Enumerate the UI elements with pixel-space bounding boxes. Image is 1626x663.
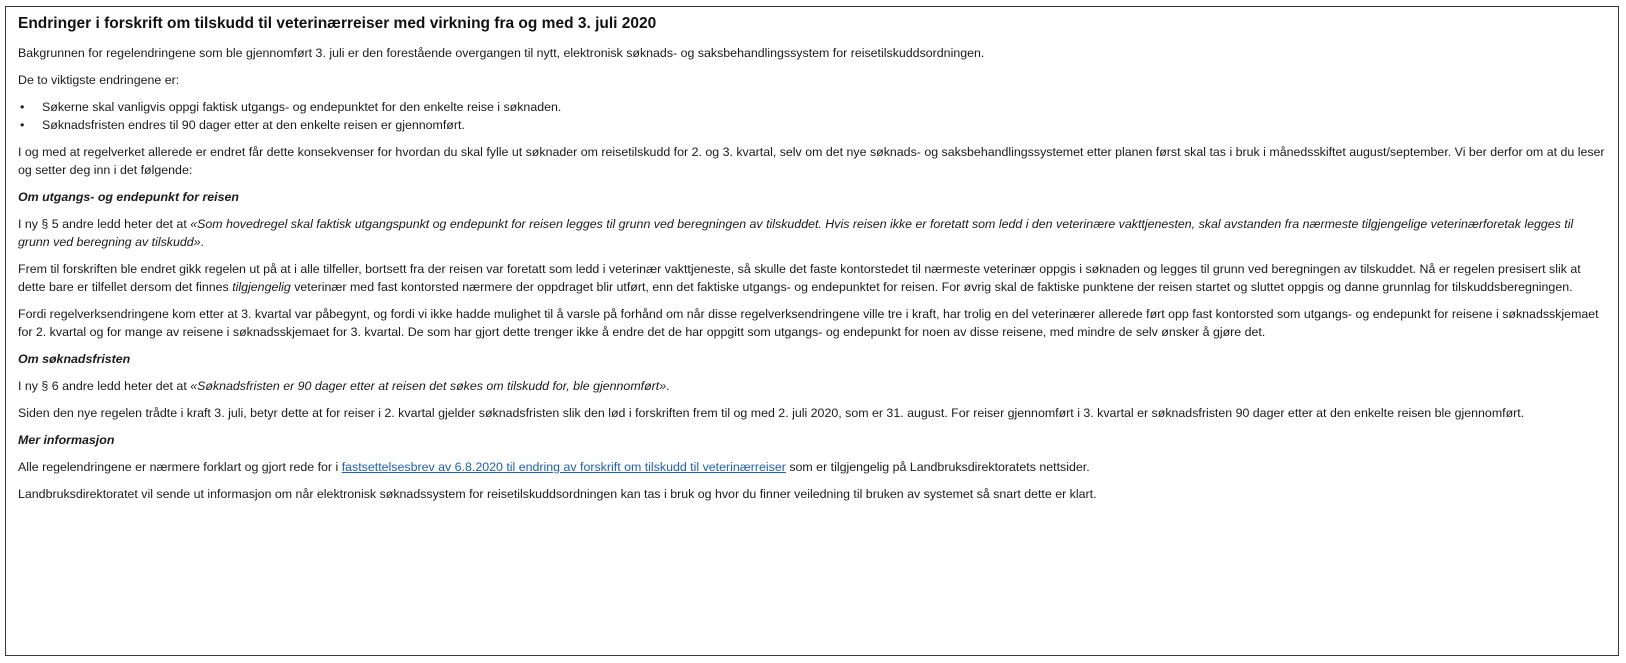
intro-paragraph: Bakgrunnen for regelendringene som ble gjennomført 3. juli er den forestående overgangen til nytt, elektronisk søknads- og saksbehandlingssystem for reisetilskuddsordningen. <box>18 46 985 60</box>
list-lead-paragraph: De to viktigste endringene er: <box>18 73 180 87</box>
bullet-icon: • <box>20 118 25 132</box>
paragraph-text: som er tilgjengelig på Landbruksdirektoratets nettsider. <box>785 460 1090 474</box>
paragraph-text: I ny § 5 andre ledd heter det at <box>18 217 191 231</box>
section1-paragraph1 <box>18 215 1606 251</box>
section1-paragraph2 <box>18 260 1606 296</box>
list-item <box>18 116 1606 134</box>
document-frame <box>5 6 1619 656</box>
paragraph-text: . <box>200 235 204 249</box>
bullet-icon: • <box>20 100 25 114</box>
section3-paragraph2: Landbruksdirektoratet vil sende ut informasjon om når elektronisk søknadssystem for reisetilskuddsordningen kan tas i bruk og hvor du finner veiledning til bruken av systemet så snart dette er klart. <box>18 487 1097 501</box>
fastsettelsesbrev-link[interactable]: fastsettelsesbrev av 6.8.2020 til endring av forskrift om tilskudd til veterinærreiser <box>341 460 786 474</box>
section2-paragraph1 <box>18 377 1606 395</box>
section-heading-more-info: Mer informasjon <box>18 433 115 447</box>
document-title: Endringer i forskrift om tilskudd til veterinærreiser med virkning fra og med 3. juli 2020 <box>18 15 657 32</box>
list-item <box>18 98 1606 116</box>
paragraph-text: Frem til forskriften ble endret gikk regelen ut på at i alle tilfeller, bortsett fra der reisen var foretatt som ledd i veterinær vakttjeneste, så skulle det faste kontorstedet til nærmeste veterinær oppgis i søknaden og legges til grunn ved beregningen av tilskuddet. Nå er regelen presisert slik at dette bare er tilfellet dersom det finnes <box>18 262 1581 294</box>
paragraph-text: I ny § 6 andre ledd heter det at <box>18 379 191 393</box>
paragraph-text: . <box>666 379 670 393</box>
section1-paragraph3: Fordi regelverksendringene kom etter at 3. kvartal var påbegynt, og fordi vi ikke hadde mulighet til å varsle på forhånd om når disse regelverksendringene ville tre i kraft, har trolig en del veterinærer allerede ført opp fast kontorsted som utgangs- og endepunkt for reisene i søknadsskjemaet for 2. kvartal og for mange av reisene i søknadsskjemaet for 3. kvartal. De som har gjort dette trenger ikke å endre det de har oppgitt som utgangs- og endepunkt for noen av disse reisene, med mindre de selv ønsker å gjøre det. <box>18 307 1599 339</box>
section3-paragraph1 <box>18 458 1606 476</box>
regulation-quote: «Som hovedregel skal faktisk utgangspunkt og endepunkt for reisen legges til grunn ved beregningen av tilskuddet. Hvis reisen ikke er foretatt som ledd i den veterinære vakttjenesten, skal avstanden fra nærmeste tilgjengelige veterinærforetak legges til grunn ved beregning av tilskudd» <box>18 217 1574 249</box>
changes-list <box>18 98 1606 134</box>
section2-paragraph2: Siden den nye regelen trådte i kraft 3. juli, betyr dette at for reiser i 2. kvartal gjelder søknadsfristen slik den lød i forskriften frem til og med 2. juli 2020, som er 31. august. For reiser gjennomført i 3. kvartal er søknadsfristen 90 dager etter at den enkelte reisen ble gjennomført. <box>18 406 1525 420</box>
regulation-quote: «Søknadsfristen er 90 dager etter at reisen det søkes om tilskudd for, ble gjennomført» <box>190 379 667 393</box>
section-heading-deadline: Om søknadsfristen <box>18 352 131 366</box>
consequences-paragraph: I og med at regelverket allerede er endret får dette konsekvenser for hvordan du skal fylle ut søknader om reisetilskudd for 2. og 3. kvartal, selv om det nye søknads- og saksbehandlingssystemet etter planen først skal tas i bruk i månedsskiftet august/september. Vi ber derfor om at du leser og setter deg inn i det følgende: <box>18 145 1605 177</box>
emphasis-text: tilgjengelig <box>232 280 291 294</box>
list-item-text: Søknadsfristen endres til 90 dager etter at den enkelte reisen er gjennomført. <box>42 118 465 132</box>
list-item-text: Søkerne skal vanligvis oppgi faktisk utgangs- og endepunktet for den enkelte reise i søknaden. <box>42 100 562 114</box>
paragraph-text: veterinær med fast kontorsted nærmere der oppdraget blir utført, enn det faktiske utgangs- og endepunktet for reisen. For øvrig skal de faktiske punktene der reisen startet og sluttet oppgis og danne grunnlag for tilskuddsberegningen. <box>290 280 1573 294</box>
section-heading-endpoint: Om utgangs- og endepunkt for reisen <box>18 190 239 204</box>
paragraph-text: Alle regelendringene er nærmere forklart og gjort rede for i <box>18 460 342 474</box>
